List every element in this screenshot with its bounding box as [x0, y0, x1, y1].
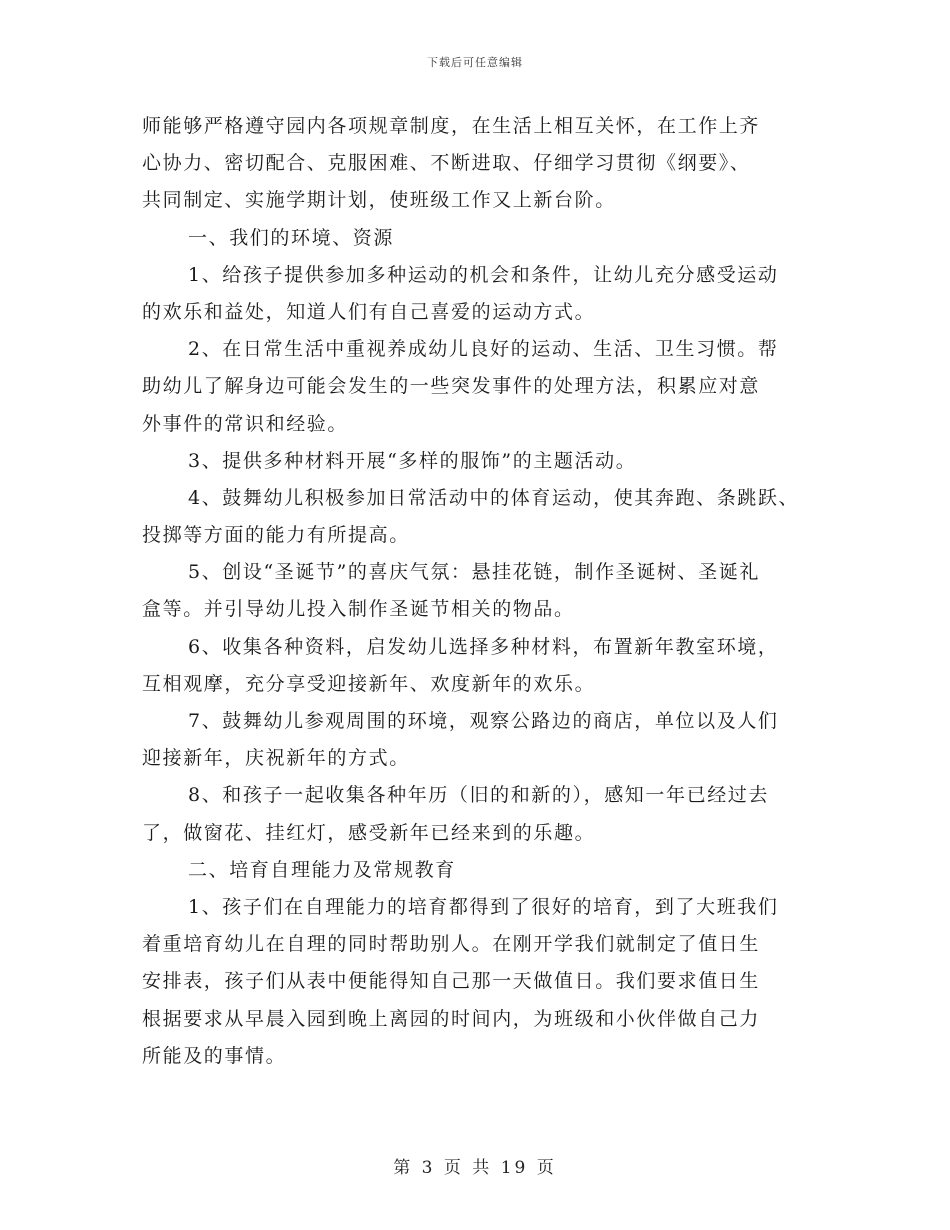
text-line: 8、和孩子一起收集各种年历（旧的和新的），感知一年已经过去 — [188, 784, 769, 807]
text-line: 6、收集各种资料，启发幼儿选择多种材料，布置新年教室环境， — [188, 635, 779, 658]
text-line: 心协力、密切配合、克服困难、不断进取、仔细学习贯彻《纲要》、 — [142, 152, 751, 175]
text-line: 根据要求从早晨入园到晚上离园的时间内，为班级和小伙伴做自己力 — [142, 1007, 761, 1030]
text-line: 4、鼓舞幼儿积极参加日常活动中的体育运动，使其奔跑、条跳跃、 — [188, 486, 800, 509]
text-line: 所能及的事情。 — [142, 1044, 287, 1067]
text-line: 3、提供多种材料开展“多样的服饰”的主题活动。 — [188, 449, 637, 472]
text-line: 1、给孩子提供参加多种运动的机会和条件，让幼儿充分感受运动 — [188, 263, 779, 286]
text-line: 着重培育幼儿在自理的同时帮助别人。在刚开学我们就制定了值日生 — [142, 933, 761, 956]
section-heading: 二、培育自理能力及常规教育 — [188, 858, 456, 881]
text-line: 外事件的常识和经验。 — [142, 412, 349, 435]
text-line: 盒等。并引导幼儿投入制作圣诞节相关的物品。 — [142, 598, 575, 621]
text-line: 互相观摩，充分享受迎接新年、欢度新年的欢乐。 — [142, 672, 596, 695]
text-line: 5、创设“圣诞节”的喜庆气氛：悬挂花链，制作圣诞树、圣诞礼 — [188, 561, 760, 584]
text-line: 1、孩子们在自理能力的培育都得到了很好的培育，到了大班我们 — [188, 895, 779, 918]
text-line: 师能够严格遵守园内各项规章制度，在生活上相互关怀，在工作上齐 — [142, 115, 761, 137]
text-line: 的欢乐和益处，知道人们有自己喜爱的运动方式。 — [142, 300, 596, 323]
section-heading: 一、我们的环境、资源 — [188, 226, 395, 249]
text-line: 投掷等方面的能力有所提高。 — [142, 524, 410, 547]
page-number: 第 3 页 共 19 页 — [393, 1158, 557, 1178]
text-line: 了，做窗花、挂红灯，感受新年已经来到的乐趣。 — [142, 821, 596, 844]
document-body — [142, 108, 842, 1075]
text-line: 7、鼓舞幼儿参观周围的环境，观察公路边的商店，单位以及人们 — [188, 710, 779, 732]
text-line: 安排表，孩子们从表中便能得知自己那一天做值日。我们要求值日生 — [142, 970, 761, 993]
text-line: 共同制定、实施学期计划，使班级工作又上新台阶。 — [142, 189, 616, 212]
text-line: 迎接新年，庆祝新年的方式。 — [142, 747, 410, 770]
page-header: 下载后可任意编辑 — [427, 56, 523, 69]
text-line: 2、在日常生活中重视养成幼儿良好的运动、生活、卫生习惯。帮 — [188, 338, 779, 361]
text-line: 助幼儿了解身边可能会发生的一些突发事件的处理方法，积累应对意 — [142, 375, 761, 398]
